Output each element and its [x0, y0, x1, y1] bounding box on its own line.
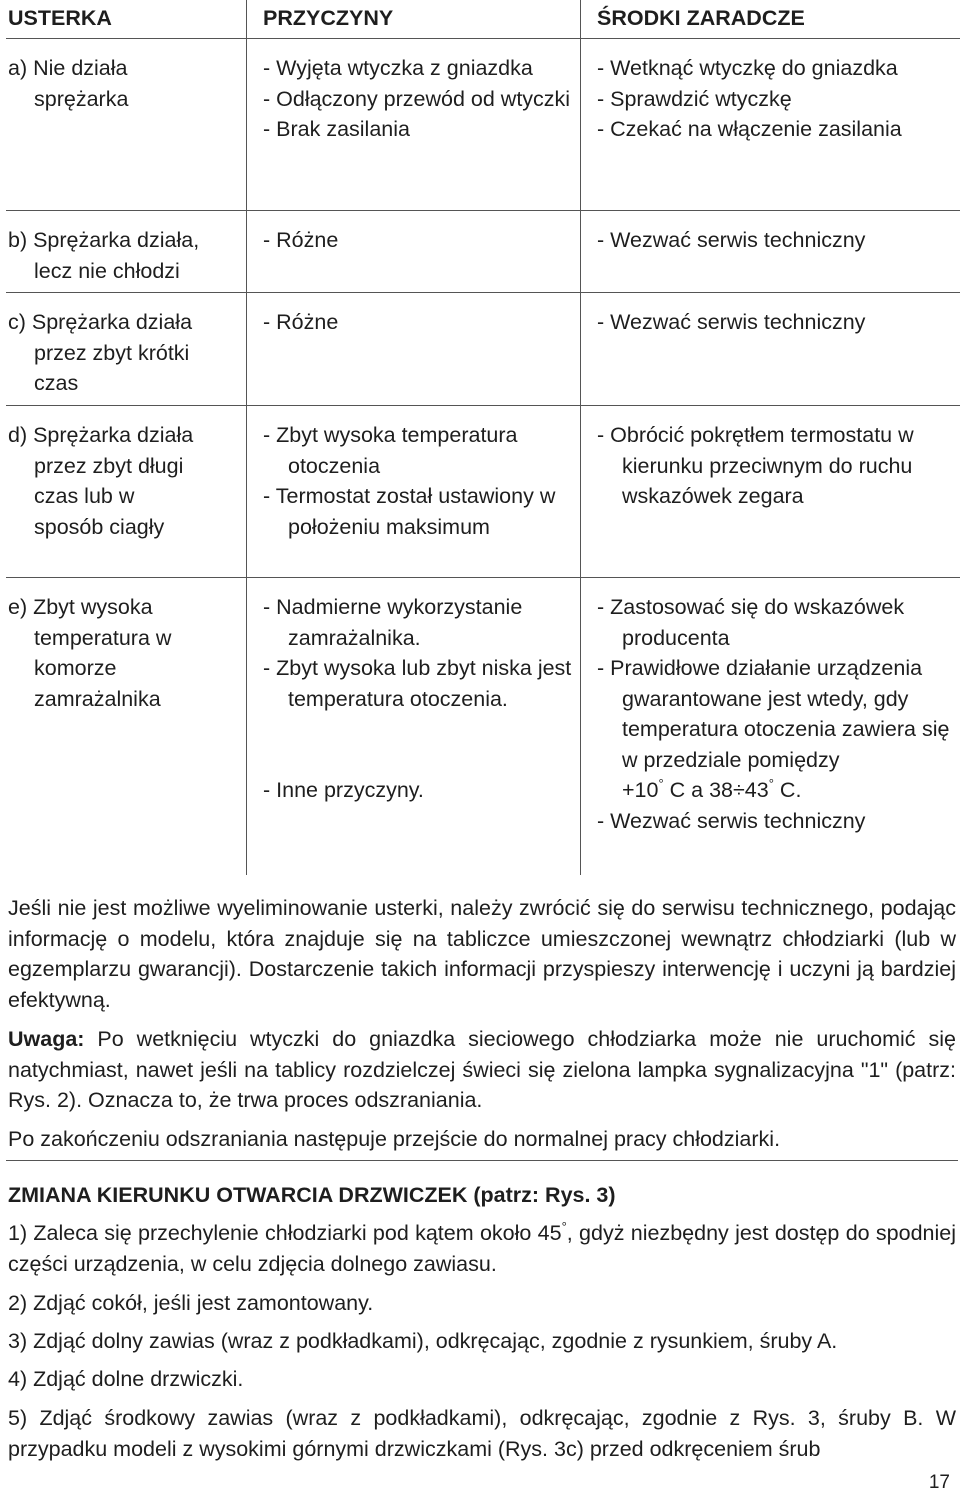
- degree-symbol: °: [658, 776, 664, 791]
- fault-cell: [6, 406, 246, 577]
- causes-cell: [246, 293, 580, 405]
- section-divider: [6, 1160, 958, 1161]
- remedies-cell: [580, 578, 960, 875]
- fault-cell: [6, 578, 246, 875]
- table-header: [6, 0, 960, 39]
- remedy-item: - Obrócić pokrętłem termostatu w kierunku przeciwnym do ruchu wskazówek zegara: [597, 423, 914, 508]
- remedy-item: - Sprawdzić wtyczkę: [597, 86, 792, 111]
- remedy-item: - Zastosować się do wskazówek producenta: [597, 595, 905, 650]
- remedies-cell: [580, 39, 960, 210]
- causes-cell: [246, 578, 580, 875]
- remedy-item: - Wezwać serwis techniczny: [597, 808, 866, 833]
- fault-text: czas: [34, 371, 79, 395]
- remedies-cell: [580, 293, 960, 405]
- header-fault: USTERKA: [8, 6, 112, 30]
- cause-item: - Zbyt wysoka temperatura otoczenia: [263, 423, 518, 478]
- fault-cell: [6, 293, 246, 405]
- table-row: [6, 406, 960, 578]
- step-item: 4) Zdjąć dolne drzwiczki.: [8, 1367, 244, 1391]
- table-row: [6, 211, 960, 293]
- causes-cell: [246, 39, 580, 210]
- step-item: 5) Zdjąć środkowy zawias (wraz z podkładkami), odkręcając, zgodnie z Rys. 3, śruby B. W przypadku modeli z wysokimi górnymi drzwiczkami (Rys. 3c) przed odkręceniem śrub: [8, 1406, 956, 1461]
- fault-text: czas lub w: [34, 484, 135, 508]
- cause-item: - Nadmierne wykorzystanie zamrażalnika.: [263, 595, 523, 650]
- remedy-item: - Prawidłowe działanie urządzenia gwarantowane jest wtedy, gdy temperatura otoczenia zawiera się w przedziale pomiędzy +10° C a 38÷43° C.: [597, 656, 950, 802]
- cause-item: - Zbyt wysoka lub zbyt niska jest temperatura otoczenia.: [263, 656, 572, 711]
- fault-text: a) Nie działa: [8, 56, 128, 80]
- step-item: 2) Zdjąć cokół, jeśli jest zamontowany.: [8, 1291, 374, 1315]
- remedy-item: - Wezwać serwis techniczny: [597, 310, 866, 334]
- cause-item: - Różne: [263, 228, 339, 252]
- fault-text: c) Sprężarka działa: [8, 310, 193, 334]
- fault-text: b) Sprężarka działa,: [8, 228, 200, 252]
- fault-text: komorze: [34, 656, 117, 680]
- note-paragraph: Uwaga: Po wetknięciu wtyczki do gniazdka sieciowego chłodziarka może nie uruchomić się natychmiast, nawet jeśli na tablicy rozdzielczej świeci się zielona lampka sygnalizacyjna "1" (patrz: Rys. 2). Oznacza to, że trwa proces odszraniania.: [8, 1027, 956, 1112]
- fault-text: e) Zbyt wysoka: [8, 595, 153, 619]
- table-row: [6, 293, 960, 406]
- section-heading: ZMIANA KIERUNKU OTWARCIA DRZWICZEK (patrz: Rys. 3): [8, 1183, 616, 1207]
- fault-text: temperatura w: [34, 625, 172, 650]
- header-causes: PRZYCZYNY: [246, 0, 580, 38]
- note-label: Uwaga:: [8, 1027, 85, 1051]
- fault-text: przez zbyt krótki: [34, 340, 190, 365]
- header-remedies: ŚRODKI ZARADCZE: [580, 0, 960, 38]
- degree-symbol: °: [561, 1219, 567, 1234]
- causes-cell: [246, 406, 580, 577]
- fault-text: sposób ciagły: [34, 514, 165, 539]
- fault-text: zamrażalnika: [34, 686, 161, 711]
- remedies-cell: [580, 211, 960, 292]
- causes-cell: [246, 211, 580, 292]
- cause-item: - Brak zasilania: [263, 117, 410, 141]
- remedies-cell: [580, 406, 960, 577]
- service-paragraph: Jeśli nie jest możliwe wyeliminowanie usterki, należy zwrócić się do serwisu technicznego, podając informację o modelu, która znajduje się na tabliczce umieszczonej wewnątrz chłodziarki (lub w egzemplarzu gwarancji). Dostarczenie takich informacji przyspieszy interwencję i uczyni ją bardziej efektywną.: [8, 896, 956, 1012]
- remedy-item: - Czekać na włączenie zasilania: [597, 117, 902, 141]
- fault-cell: [6, 211, 246, 292]
- defrost-paragraph: Po zakończeniu odszraniania następuje przejście do normalnej pracy chłodziarki.: [8, 1127, 781, 1151]
- fault-text: lecz nie chłodzi: [34, 258, 180, 283]
- page-number: 17: [928, 1472, 950, 1493]
- cause-item: - Wyjęta wtyczka z gniazdka: [263, 56, 533, 80]
- cause-item: - Inne przyczyny.: [263, 778, 424, 802]
- cause-item: - Różne: [263, 310, 339, 334]
- fault-text: przez zbyt długi: [34, 453, 184, 478]
- cause-item: - Odłączony przewód od wtyczki: [263, 86, 571, 111]
- remedy-item: - Wetknąć wtyczkę do gniazdka: [597, 56, 898, 80]
- troubleshooting-table: [6, 0, 960, 875]
- fault-text: d) Sprężarka działa: [8, 423, 194, 447]
- step-item: 3) Zdjąć dolny zawias (wraz z podkładkami), odkręcając, zgodnie z rysunkiem, śruby A.: [8, 1329, 838, 1353]
- fault-text: sprężarka: [34, 86, 129, 111]
- cause-item: - Termostat został ustawiony w położeniu maksimum: [263, 484, 556, 539]
- remedy-item: - Wezwać serwis techniczny: [597, 228, 866, 252]
- degree-symbol: °: [768, 776, 774, 791]
- step-item: 1) Zaleca się przechylenie chłodziarki pod kątem około 45°, gdyż niezbędny jest dostęp do spodniej części urządzenia, w celu zdjęcia dolnego zawiasu.: [8, 1219, 956, 1276]
- table-row: [6, 39, 960, 211]
- fault-cell: [6, 39, 246, 210]
- table-row: [6, 578, 960, 875]
